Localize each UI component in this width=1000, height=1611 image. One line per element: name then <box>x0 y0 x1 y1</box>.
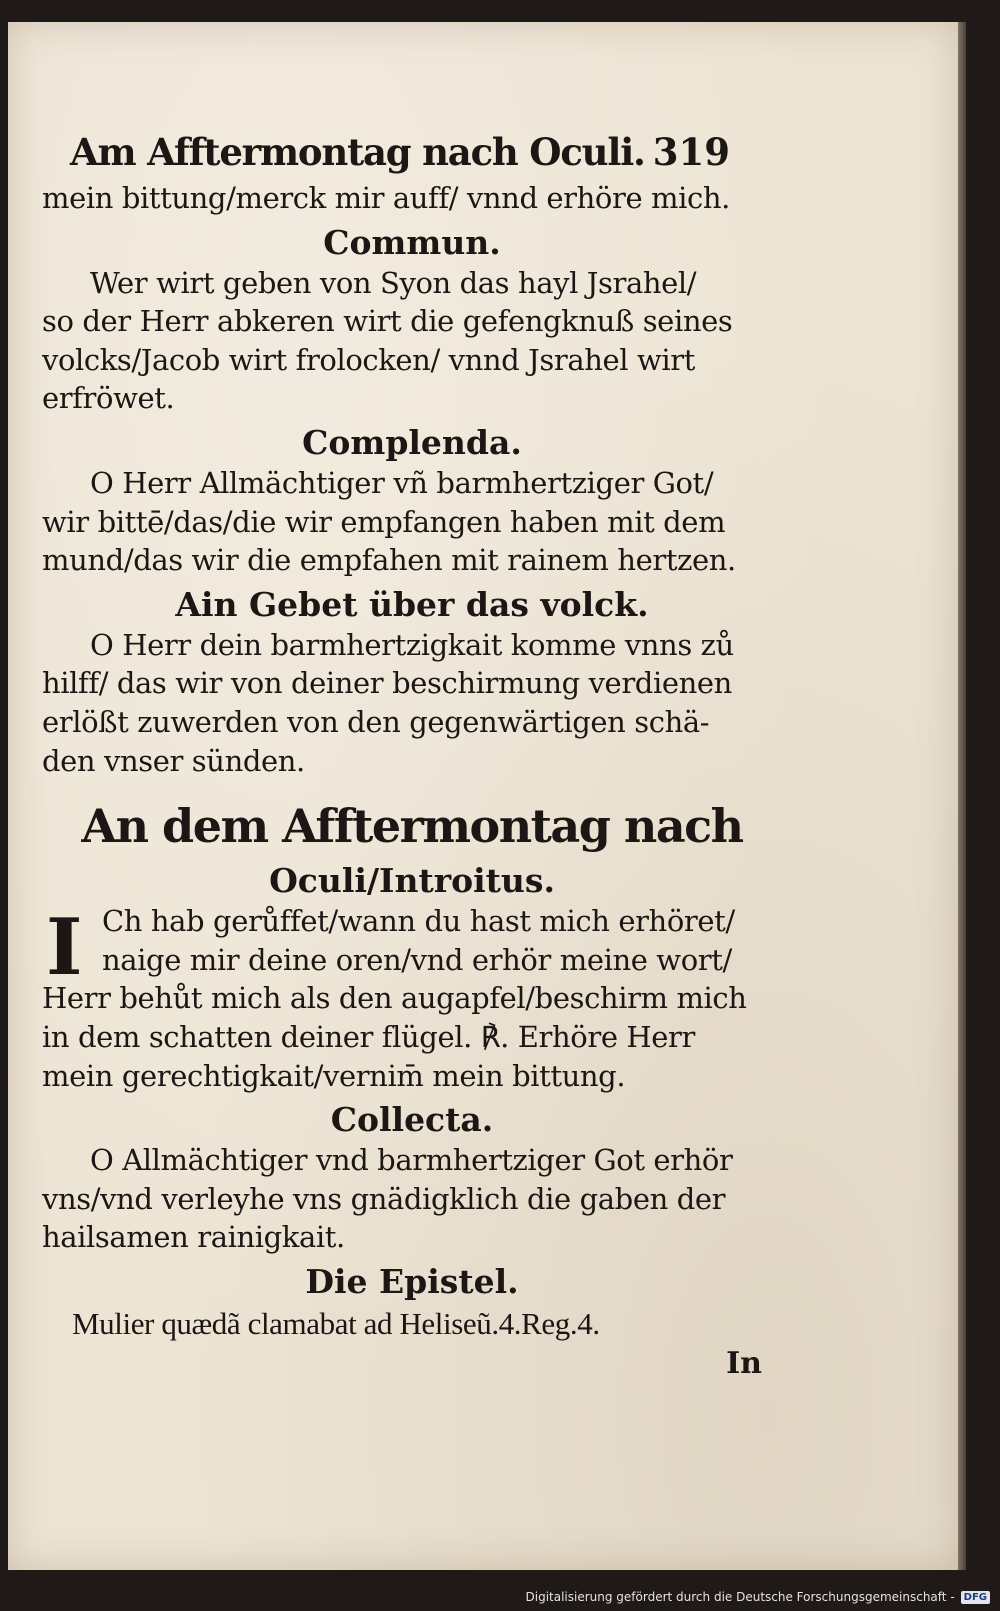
introitus-paragraph <box>42 902 782 1100</box>
text-line: O Herr dein barmhertzigkait komme vnns zů <box>90 627 734 662</box>
catchword: In <box>726 1346 762 1382</box>
text-block <box>42 130 782 1381</box>
drop-cap: I <box>46 902 83 994</box>
heading-collecta: Collecta. <box>330 1100 494 1140</box>
text-line: mein gerechtigkait/vernim̄ mein bittung. <box>42 1058 626 1093</box>
text-line: Herr behůt mich als den augapfel/beschirm mich <box>42 981 747 1016</box>
text-line: erfröwet. <box>42 381 175 416</box>
text-line: erlößt zuwerden von den gegenwärtigen schä- <box>42 704 710 739</box>
epistle-reference: Mulier quædã clamabat ad Heliseũ.4.Reg.4. <box>72 1305 600 1341</box>
text-line: mein bittung/merck mir auff/ vnnd erhöre mich. <box>42 181 730 215</box>
text-line: in dem schatten deiner flügel. ℟. Erhöre Herr <box>42 1019 695 1054</box>
text-line: naige mir deine oren/vnd erhör meine wort/ <box>102 942 732 977</box>
section-title: An dem Afftermontag nach <box>81 799 743 854</box>
footer-credit <box>526 1587 991 1607</box>
text-line: vns/vnd verleyhe vns gnädigklich die gaben der <box>42 1181 726 1216</box>
text-line: mund/das wir die empfahen mit rainem hertzen. <box>42 543 736 578</box>
running-head: Am Afftermontag nach Oculi. <box>70 130 645 174</box>
book-page <box>8 22 958 1570</box>
footer-text: Digitalisierung gefördert durch die Deutsche Forschungsgemeinschaft - <box>525 1590 955 1604</box>
text-line: volcks/Jacob wirt frolocken/ vnnd Jsrahel wirt <box>42 342 695 377</box>
text-line: Ch hab gerůffet/wann du hast mich erhöret/ <box>102 904 735 939</box>
running-header <box>42 130 782 184</box>
text-line: hilff/ das wir von deiner beschirmung verdienen <box>42 666 732 701</box>
text-line: wir bittē/das/die wir empfangen haben mit dem <box>42 504 726 539</box>
heading-commun: Commun. <box>323 222 501 262</box>
heading-complenda: Complenda. <box>302 422 522 462</box>
page-number: 319 <box>652 130 730 174</box>
text-line: O Allmächtiger vnd barmhertziger Got erhör <box>90 1143 733 1178</box>
text-line: hailsamen rainigkait. <box>42 1220 345 1255</box>
dfg-logo: DFG <box>961 1591 990 1604</box>
section-subtitle: Oculi/Introitus. <box>269 861 555 901</box>
heading-epistel: Die Epistel. <box>305 1261 519 1301</box>
text-line: so der Herr abkeren wirt die gefengknuß seines <box>42 304 733 339</box>
text-line: O Herr Allmächtiger vñ barmhertziger Got/ <box>90 465 714 500</box>
text-line: den vnser sünden. <box>42 743 305 778</box>
heading-gebet: Ain Gebet über das volck. <box>175 584 649 624</box>
spacer <box>42 785 782 799</box>
text-line: Wer wirt geben von Syon das hayl Jsrahel/ <box>90 265 697 300</box>
